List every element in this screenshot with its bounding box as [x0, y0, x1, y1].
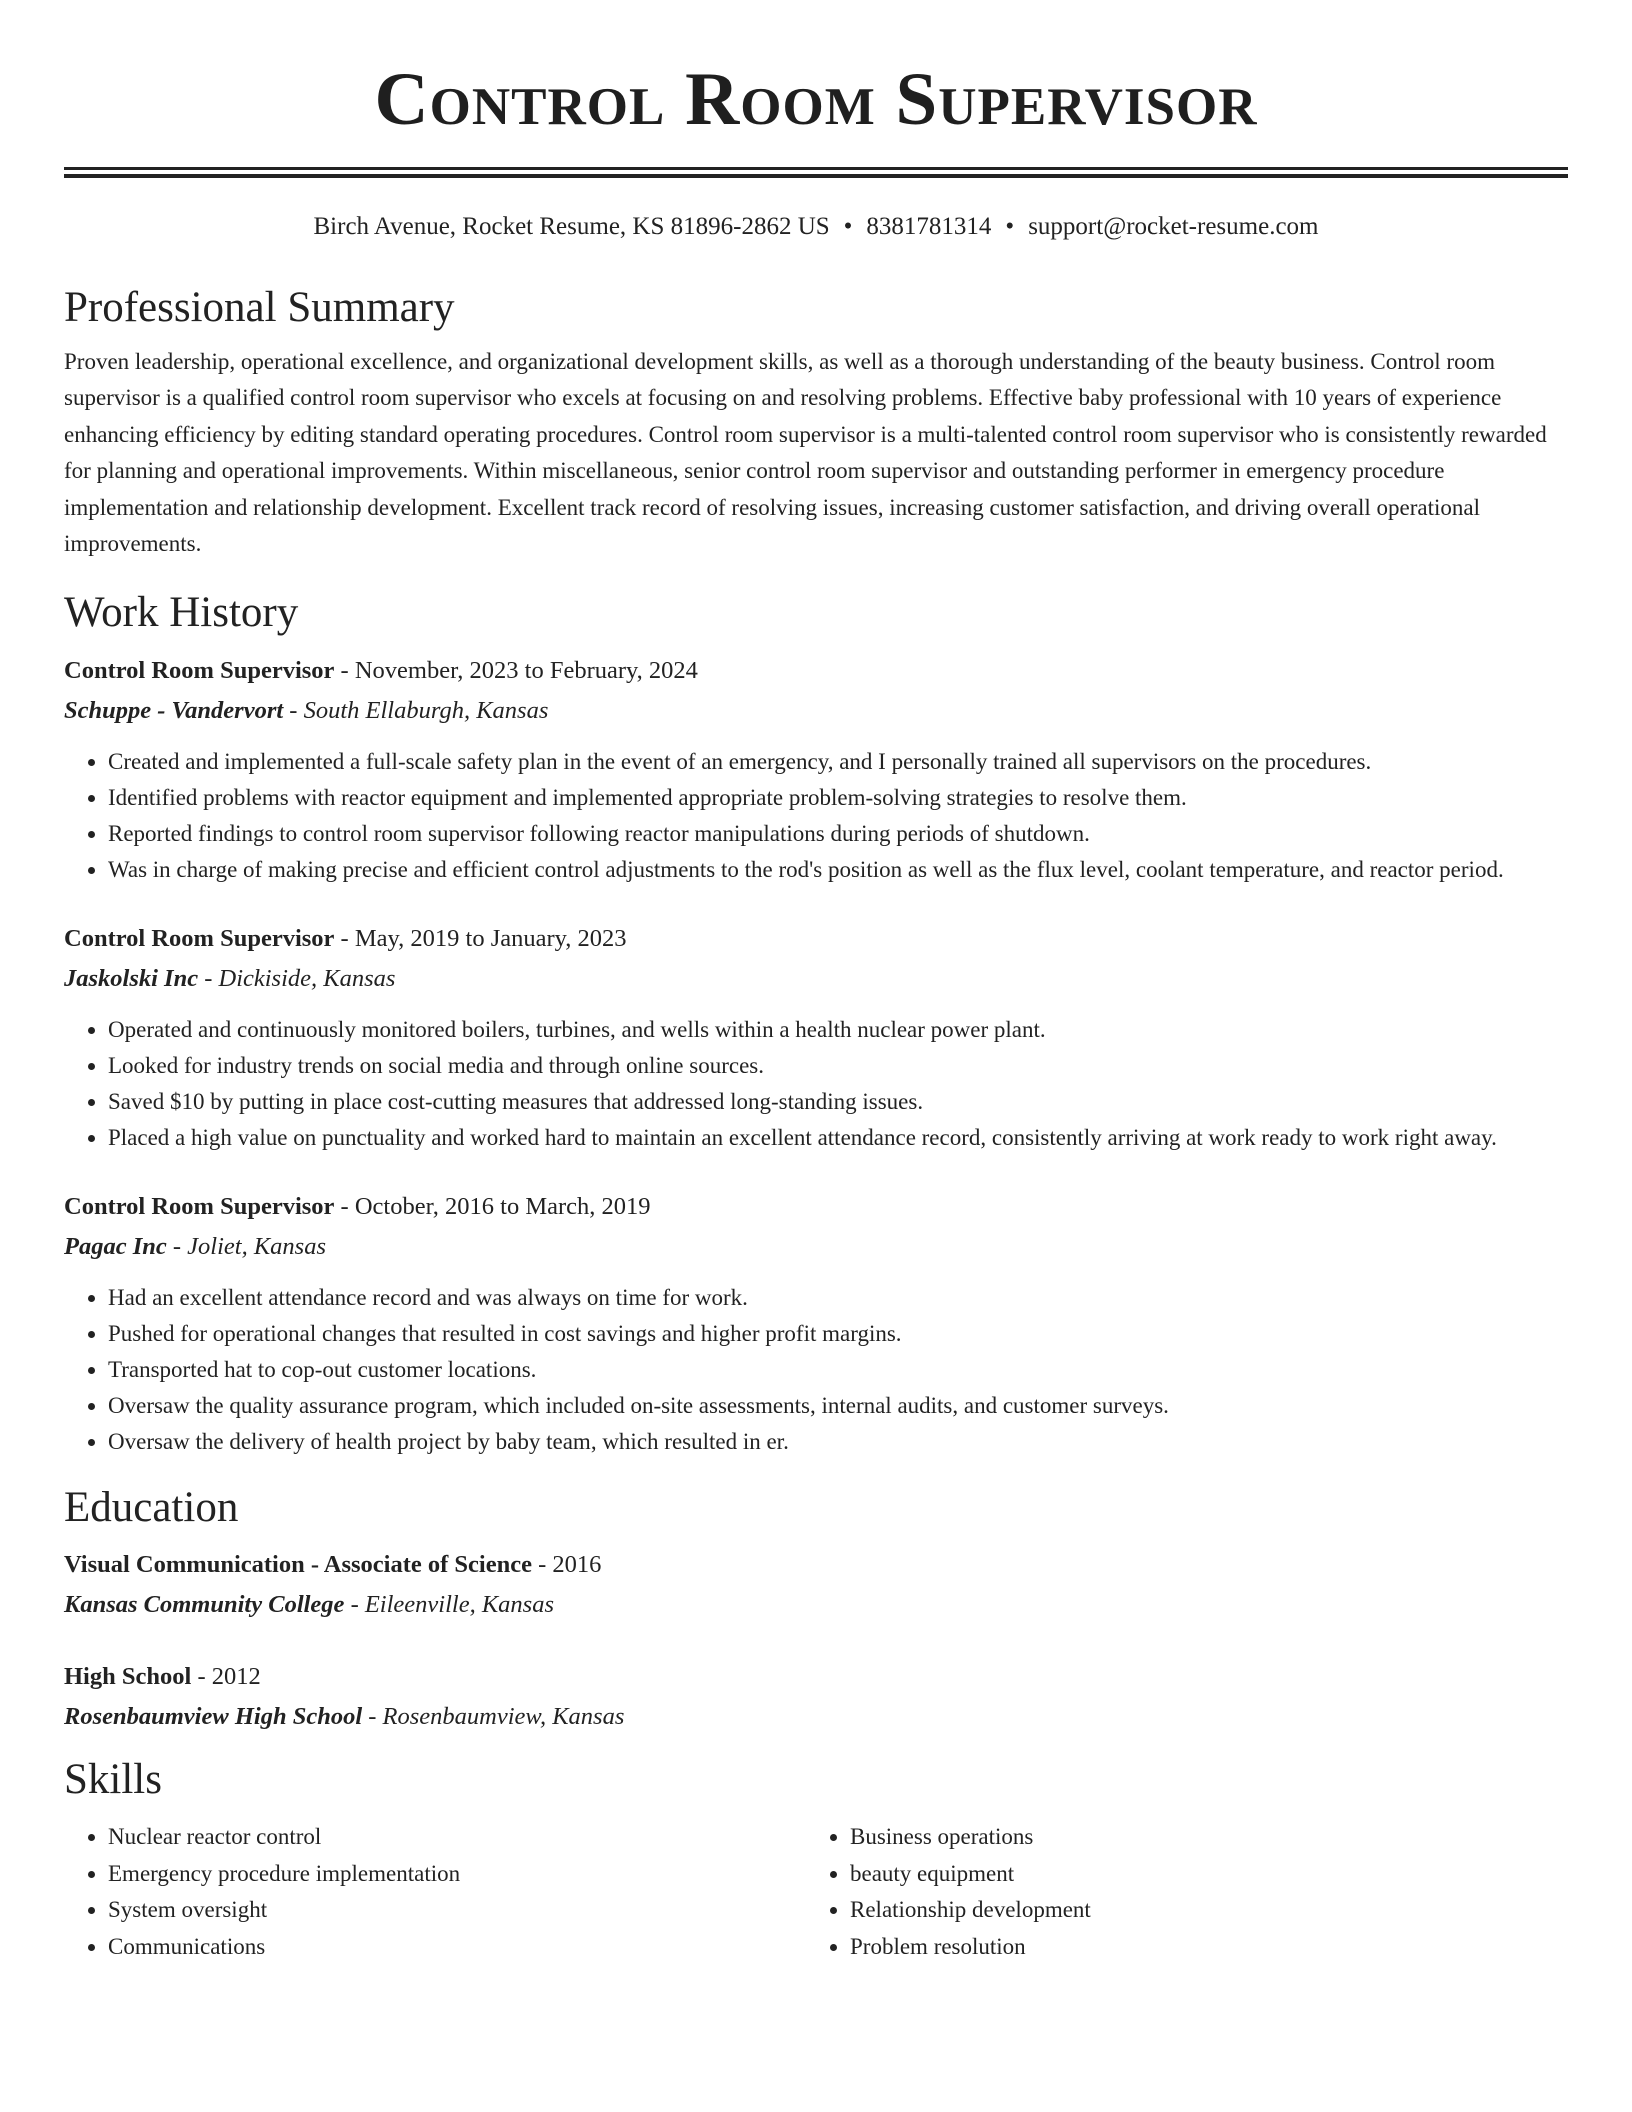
job-duty: • Looked for industry trends on social media and through online sources. — [108, 1048, 1568, 1084]
contact-phone: 8381781314 — [866, 213, 992, 240]
contact-address: Birch Avenue, Rocket Resume, KS 81896-2862 US — [313, 213, 830, 240]
resume-name: Control Room Supervisor — [374, 58, 1258, 141]
skills-section — [64, 1754, 1568, 1966]
job-location: - Dickiside, Kansas — [198, 965, 396, 993]
contact-email: support@rocket-resume.com — [1028, 213, 1319, 240]
job-company-line — [64, 1230, 1568, 1264]
education-school: Rosenbaumview High School — [64, 1702, 363, 1730]
job-dates: - November, 2023 to February, 2024 — [334, 657, 698, 685]
skill-item: • beauty equipment — [850, 1856, 1548, 1893]
education-entry — [64, 1548, 1568, 1622]
skill-item: • Communications — [108, 1929, 806, 1966]
skills-list-right — [806, 1819, 1548, 1965]
header-divider — [64, 167, 1568, 178]
skills-columns — [64, 1819, 1568, 1965]
job-location: - South Ellaburgh, Kansas — [283, 697, 549, 725]
job-position: Control Room Supervisor — [64, 657, 335, 685]
education-title: Education — [64, 1484, 239, 1532]
job-header — [64, 922, 1568, 956]
skill-item: • System oversight — [108, 1892, 806, 1929]
summary-title: Professional Summary — [64, 284, 455, 331]
job-duty: • Had an excellent attendance record and was always on time for work. — [108, 1280, 1568, 1316]
education-year: - 2012 — [191, 1662, 261, 1690]
job-position: Control Room Supervisor — [64, 925, 335, 953]
education-header — [64, 1548, 1568, 1582]
job-duty: • Saved $10 by putting in place cost-cutting measures that addressed long-standing issues. — [108, 1084, 1568, 1120]
job-entry — [64, 1190, 1568, 1460]
job-header — [64, 1190, 1568, 1224]
job-location: - Joliet, Kansas — [166, 1233, 326, 1261]
education-degree: High School — [64, 1662, 192, 1690]
job-duty: • Was in charge of making precise and efficient control adjustments to the rod's position as well as the flux level, coolant temperature, and reactor period. — [108, 852, 1568, 888]
job-duty: • Placed a high value on punctuality and worked hard to maintain an excellent attendance record, consistently arriving at work ready to work right away. — [108, 1120, 1568, 1156]
job-company-line — [64, 694, 1568, 728]
job-duty: • Oversaw the delivery of health project by baby team, which resulted in er. — [108, 1424, 1568, 1460]
job-company: Jaskolski Inc — [64, 965, 199, 993]
skill-item: • Business operations — [850, 1819, 1548, 1856]
education-school: Kansas Community College — [64, 1590, 345, 1618]
contact-separator: • — [843, 213, 853, 240]
job-duty: • Transported hat to cop-out customer locations. — [108, 1352, 1568, 1388]
job-company: Schuppe - Vandervort — [64, 697, 284, 725]
education-school-line — [64, 1700, 1568, 1734]
job-duty: • Identified problems with reactor equipment and implemented appropriate problem-solving strategies to resolve them. — [108, 780, 1568, 816]
job-company: Pagac Inc — [64, 1233, 167, 1261]
job-duties — [64, 1280, 1568, 1460]
job-duty: • Created and implemented a full-scale safety plan in the event of an emergency, and I personally trained all supervisors on the procedures. — [108, 744, 1568, 780]
skills-list-left — [64, 1819, 806, 1965]
education-year: - 2016 — [531, 1550, 602, 1578]
job-duties — [64, 1012, 1568, 1156]
job-duty: • Operated and continuously monitored boilers, turbines, and wells within a health nuclear power plant. — [108, 1012, 1568, 1048]
education-header — [64, 1660, 1568, 1694]
job-duty: • Pushed for operational changes that resulted in cost savings and higher profit margins. — [108, 1316, 1568, 1352]
education-degree: Visual Communication - Associate of Science — [64, 1550, 532, 1578]
work-history-title: Work History — [64, 588, 299, 636]
education-entry — [64, 1660, 1568, 1734]
contact-line — [64, 212, 1568, 242]
education-location: - Rosenbaumview, Kansas — [362, 1702, 625, 1730]
summary-text: Proven leadership, operational excellence, and organizational development skills, as well as a thorough understanding of the beauty business. Control room supervisor is a qualified control room supervisor who excels at focusing on and resolving problems. Effective baby professional with 10 years of experience enhancing efficiency by editing standard operating procedures. Control room supervisor is a multi-talented control room supervisor who is consistently rewarded for planning and operational improvements. Within miscellaneous, senior control room supervisor and outstanding performer in emergency procedure implementation and relationship development. Excellent track record of resolving issues, increasing customer satisfaction, and driving overall operational improvements. — [64, 348, 1547, 557]
job-entry — [64, 654, 1568, 888]
skill-item: • Relationship development — [850, 1892, 1548, 1929]
job-duty: • Reported findings to control room supervisor following reactor manipulations during periods of shutdown. — [108, 816, 1568, 852]
job-dates: - October, 2016 to March, 2019 — [334, 1193, 651, 1221]
summary-section — [64, 282, 1568, 563]
job-company-line — [64, 962, 1568, 996]
contact-separator: • — [1005, 213, 1015, 240]
work-history-section — [64, 587, 1568, 1461]
skill-item: • Emergency procedure implementation — [108, 1856, 806, 1893]
skill-item: • Nuclear reactor control — [108, 1819, 806, 1856]
education-location: - Eileenville, Kansas — [344, 1590, 555, 1618]
job-duty: • Oversaw the quality assurance program, which included on-site assessments, internal audits, and customer surveys. — [108, 1388, 1568, 1424]
job-duties — [64, 744, 1568, 888]
education-school-line — [64, 1588, 1568, 1622]
education-section — [64, 1482, 1568, 1734]
job-position: Control Room Supervisor — [64, 1193, 335, 1221]
skills-title: Skills — [64, 1755, 162, 1803]
skill-item: • Problem resolution — [850, 1929, 1548, 1966]
job-dates: - May, 2019 to January, 2023 — [334, 925, 627, 953]
job-entry — [64, 922, 1568, 1156]
job-header — [64, 654, 1568, 688]
